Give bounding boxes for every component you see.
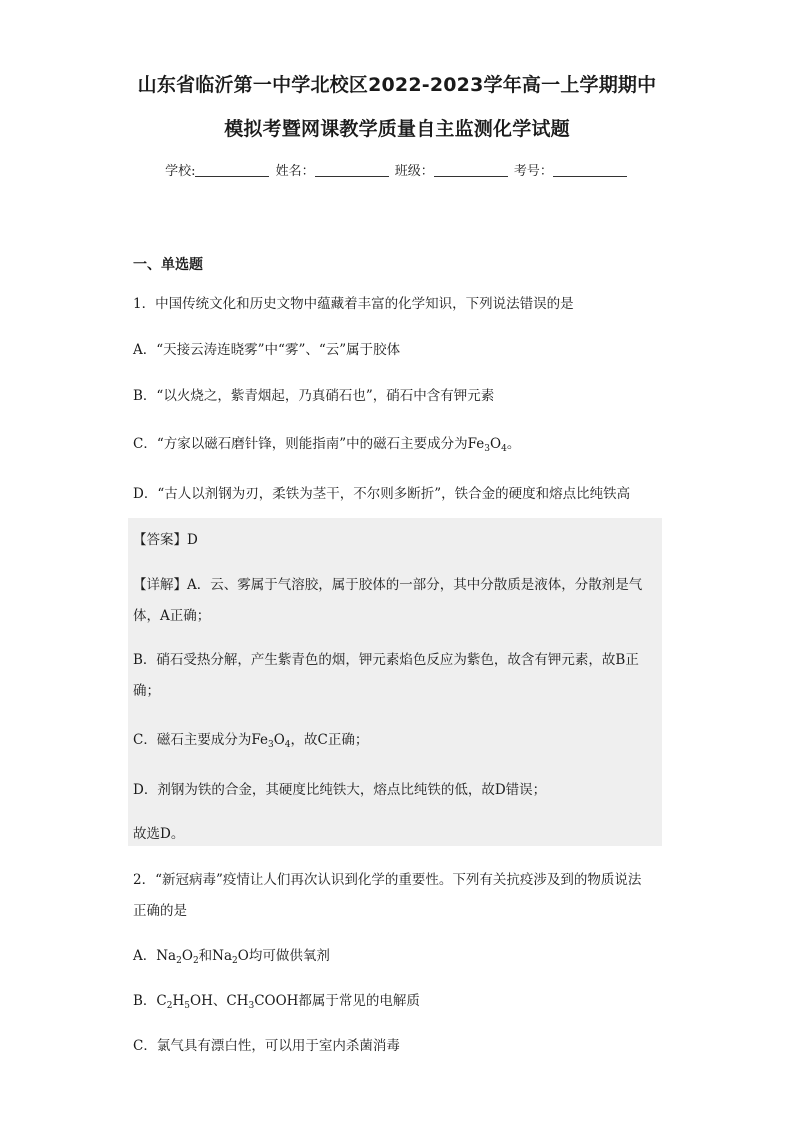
q1-detail-line (133, 728, 368, 750)
q2-option-b (133, 989, 420, 1011)
q2-stem: 正确的是 (133, 903, 187, 919)
name-label: 姓名： (275, 164, 315, 179)
q1-option-c (133, 432, 520, 454)
class-label: 班级： (394, 164, 434, 179)
exam-title-line1: 山东省临沂第一中学北校区2022-2023学年高一上学期期中 (137, 74, 657, 96)
formula-sub: 2 (166, 1001, 173, 1011)
formula-sub: 4 (501, 444, 507, 454)
q1-option-d: D．“古人以剂钢为刃，柔铁为茎干，不尔则多断折”，铁合金的硬度和熔点比纯铁高 (133, 486, 631, 502)
formula-fe: Fe (251, 732, 268, 748)
school-blank (195, 164, 269, 177)
q1-detail-line: 【详解】A．云、雾属于气溶胶，属于胶体的一部分，其中分散质是液体，分散剂是气 (133, 577, 643, 593)
q2-option-b-text: H (172, 993, 185, 1009)
q2-stem: 2．“新冠病毒”疫情让人们再次认识到化学的重要性。下列有关抗疫涉及到的物质说法 (133, 872, 642, 888)
student-info-row (0, 160, 794, 179)
q1-detail-text: C．磁石主要成分为 (133, 732, 252, 748)
name-blank (315, 164, 389, 177)
q2-option-b-text: OH、CH (190, 993, 249, 1009)
q2-option-c: C．氯气具有漂白性，可以用于室内杀菌消毒 (133, 1038, 400, 1054)
exam-title-line2: 模拟考暨网课教学质量自主监测化学试题 (224, 118, 570, 140)
number-blank (553, 164, 627, 177)
number-label: 考号： (513, 164, 553, 179)
formula-o: O (273, 732, 285, 748)
q2-option-a-text: O均可做供氧剂 (237, 948, 330, 964)
q1-stem: 1．中国传统文化和历史文物中蕴藏着丰富的化学知识，下列说法错误的是 (133, 296, 574, 312)
q1-detail-line: 体，A正确； (133, 608, 211, 624)
formula-sub: 2 (192, 956, 199, 966)
q2-option-a (133, 944, 330, 966)
q1-option-a: A．“天接云涛连晓雾”中“雾”、“云”属于胶体 (133, 342, 401, 358)
class-blank (434, 164, 508, 177)
section-heading: 一、单选题 (133, 257, 203, 273)
q1-detail-line: B．硝石受热分解，产生紫青色的烟，钾元素焰色反应为紫色，故含有钾元素，故B正 (133, 652, 639, 668)
q2-option-b-text: COOH都属于常见的电解质 (254, 993, 420, 1009)
formula-sub: 4 (284, 740, 291, 750)
q1-detail-line: 确； (133, 683, 160, 699)
q2-option-a-text: A．Na (133, 948, 177, 964)
school-label: 学校: (165, 164, 196, 179)
formula-sub: 2 (232, 956, 238, 966)
formula-sub: 3 (267, 740, 274, 750)
q1-detail-line: D．剂钢为铁的合金，其硬度比纯铁大，熔点比纯铁的低，故D错误； (133, 782, 547, 798)
formula-sub: 3 (248, 1001, 255, 1011)
q2-option-b-text: B．C (133, 993, 167, 1009)
q1-detail-line: 故选D。 (133, 826, 185, 842)
q2-option-a-text: O (181, 948, 193, 964)
q1-answer: 【答案】D (133, 532, 198, 548)
q1-option-b: B．“以火烧之，紫青烟起，乃真硝石也”，硝石中含有钾元素 (133, 388, 495, 404)
formula-o: O (490, 436, 502, 452)
q2-option-a-text: 和Na (198, 948, 233, 964)
formula-sub: 3 (484, 444, 490, 454)
q1-option-c-text: C．“方家以磁石磨针锋，则能指南”中的磁石主要成分为 (133, 436, 468, 452)
formula-fe: Fe (467, 436, 485, 452)
q1-detail-text: ，故C正确； (290, 732, 369, 748)
formula-sub: 2 (176, 956, 182, 966)
formula-sub: 5 (184, 1001, 190, 1011)
q1-option-c-end: 。 (506, 436, 521, 452)
